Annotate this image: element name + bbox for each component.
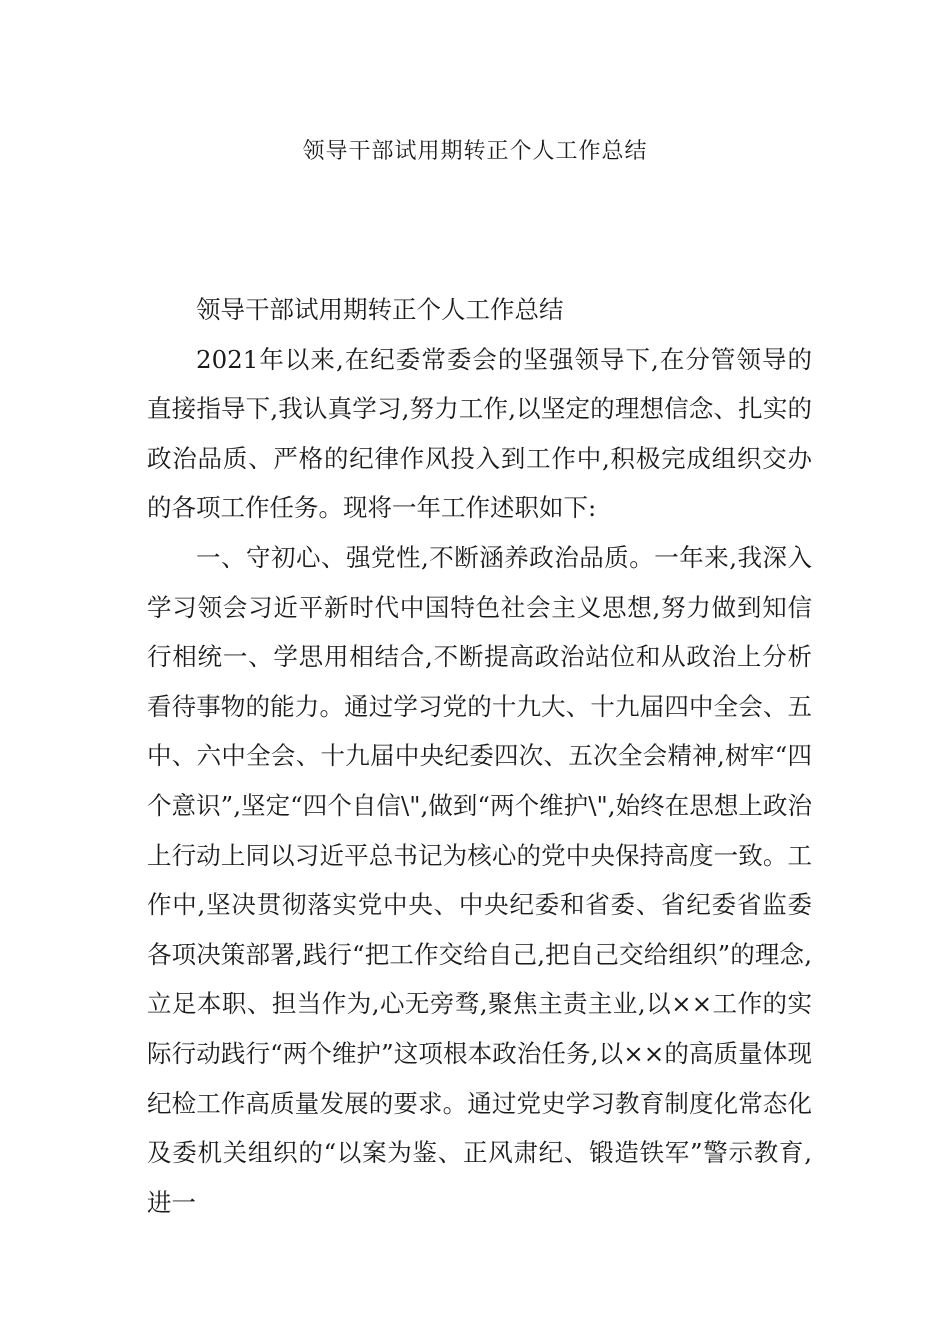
document-title: 领导干部试用期转正个人工作总结	[302, 139, 648, 164]
paragraph-intro: 2021年以来,在纪委常委会的坚强领导下,在分管领导的直接指导下,我认真学习,努力工作,以坚定的理想信念、扎实的政治品质、严格的纪律作风投入到工作中,积极完成组织交办的各项工作任务。现将一年工作述职如下:	[147, 344, 812, 523]
document-body	[147, 285, 812, 1227]
body-heading: 领导干部试用期转正个人工作总结	[196, 295, 564, 324]
paragraph-section-one: 一、守初心、强党性,不断涵养政治品质。一年来,我深入学习领会习近平新时代中国特色社会主义思想,努力做到知信行相统一、学思用相结合,不断提高政治站位和从政治上分析看待事物的能力。通过学习党的十九大、十九届四中全会、五中、六中全会、十九届中央纪委四次、五次全会精神,树牢“四个意识”,坚定“四个自信\",做到“两个维护\",始终在思想上政治上行动上同以习近平总书记为核心的党中央保持高度一致。工作中,坚决贯彻落实党中央、中央纪委和省委、省纪委省监委各项决策部署,践行“把工作交给自己,把自己交给组织”的理念,立足本职、担当作为,心无旁骛,聚焦主责主业,以××工作的实际行动践行“两个维护”这项根本政治任务,以××的高质量体现纪检工作高质量发展的要求。通过党史学习教育制度化常态化及委机关组织的“以案为鉴、正风肃纪、锻造铁军”警示教育,进一	[147, 542, 812, 1217]
